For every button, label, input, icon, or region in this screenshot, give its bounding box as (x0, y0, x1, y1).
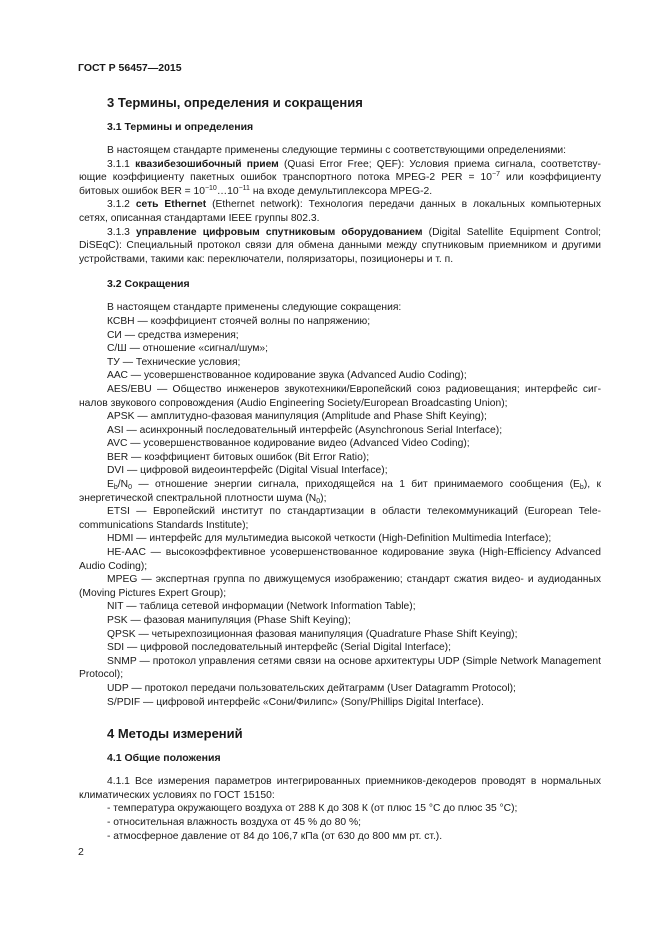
document-header: ГОСТ Р 56457—2015 (78, 62, 182, 74)
term-3-1-3: 3.1.3 управление цифровым спутниковым оборудованием (Digital Satellite Equipment Control; DiSEqC): Специальный протокол связи для обмена данными между спутниковым приемником и другими устройствами, такими как: переключатели, поляризаторы, позиционеры и т. п. (79, 226, 601, 265)
subsection-4-1-title: 4.1 Общие положения (107, 752, 221, 765)
abbreviation-item: С/Ш — отношение «сигнал/шум»; (107, 343, 269, 355)
abbreviation-item: SNMP — протокол управления сетями связи на основе архитектуры UDP (Simple Network Management Protocol); (79, 655, 601, 681)
abbreviation-item: ETSI — Европейский институт по стандартизации в области телекоммуникаций (European Telecommunications Standards Institute); (79, 506, 601, 531)
term-number: 3.1.2 (107, 199, 130, 211)
abbreviation-item: SDI — цифровой последовательный интерфейс (Serial Digital Interface); (107, 642, 451, 654)
page-number: 2 (78, 846, 84, 858)
terms-intro: В настоящем стандарте применены следующие термины с соответствующими определениями: (107, 145, 567, 156)
abbreviation-item: BER — коэффициент битовых ошибок (Bit Error Ratio); (107, 451, 370, 463)
abbreviation-item-eb-n0: $E_b/N_0$ — отношение энергии сигнала, приходящейся на 1 бит принимаемого сообщения $(E_b)$, к энергетической спектральной плотности шума $(N_0)$; (79, 479, 602, 505)
document-body (79, 94, 601, 843)
abbreviation-item: ААС — усовершенствованное кодирование звука (Advanced Audio Coding); (107, 370, 467, 382)
abbreviations-intro: В настоящем стандарте применены следующие сокращения: (107, 302, 402, 314)
abbreviation-item: NIT — таблица сетевой информации (Network Information Table); (107, 601, 416, 613)
term-3-1-1: 3.1.1 квазибезошибочный прием (Quasi Error Free; QEF): Условия приема сигнала, соответствующие коэффициенту пакетных ошибок транспортного потока MPEG-2 PER = $10^{-7}$ или коэффициенту битовых ошибок BER = $10^{-10}\dots 10^{-11}$ на входе демультиплексора MPEG-2. (79, 158, 601, 197)
abbreviation-item: DVI — цифровой видеоинтерфейс (Digital Visual Interface); (107, 465, 388, 477)
abbreviation-item: HDMI — интерфейс для мультимедиа высокой четкости (High-Definition Multimedia Interface); (107, 533, 552, 545)
abbreviation-item: HE-AAC — высокоэффективное усовершенствованное кодирование звука (High-Efficiency Advanced Audio Coding); (79, 547, 601, 572)
abbreviation-item: APSK — амплитудно-фазовая манипуляция (Amplitude and Phase Shift Keying); (107, 411, 487, 423)
term-name: сеть Ethernet (135, 199, 207, 211)
abbreviation-item: СИ — средства измерения; (107, 329, 239, 341)
condition-item: - атмосферное давление от 84 до 106,7 кПа (от 630 до 800 мм рт. ст.). (107, 830, 443, 842)
term-number: 3.1.1 (107, 158, 130, 170)
abbreviation-item: AVC — усовершенствованное кодирование видео (Advanced Video Coding); (107, 438, 470, 450)
term-3-1-2: 3.1.2 сеть Ethernet (Ethernet network): Технология передачи данных в локальных компьютерных сетях, описанная стандартами IEEE группы 802.3. (79, 199, 601, 224)
subsection-3-1-title: 3.1 Термины и определения (107, 121, 254, 133)
abbreviation-item: S/PDIF — цифровой интерфейс «Сони/Филипс» (Sony/Phillips Digital Interface). (107, 696, 484, 708)
abbreviation-item: ТУ — Технические условия; (107, 356, 241, 368)
term-name: квазибезошибочный прием (135, 158, 279, 170)
condition-item: - относительная влажность воздуха от 45 % до 80 %; (107, 816, 361, 828)
section-3-title: 3 Термины, определения и сокращения (107, 95, 363, 110)
term-name: управление цифровым спутниковым оборудованием (136, 226, 423, 238)
abbreviation-item: MPEG — экспертная группа по движущемуся изображению; стандарт сжатия видео- и аудиоданных (Moving Pictures Expert Group); (79, 574, 601, 599)
term-number: 3.1.3 (107, 226, 130, 238)
abbreviation-item: КСВН — коэффициент стоячей волны по напряжению; (107, 315, 371, 327)
subsection-3-2-title: 3.2 Сокращения (107, 278, 190, 291)
clause-4-1-1: 4.1.1 Все измерения параметров интегрированных приемников-декодеров проводят в нормальных климатических условиях по ГОСТ 15150: (79, 776, 601, 801)
abbreviation-item: QPSK — четырехпозиционная фазовая манипуляция (Quadrature Phase Shift Keying); (107, 628, 518, 640)
abbreviation-item: AES/EBU — Общество инженеров звукотехники/Европейский союз радиовещания; интерфейс сигналов звукового сопровождения (Audio Engineering Society/European Broadcasting Union); (79, 383, 601, 409)
abbreviation-item: UDP — протокол передачи пользовательских дейтаграмм (User Datagramm Protocol); (107, 682, 516, 694)
abbreviation-item: PSK — фазовая манипуляция (Phase Shift Keying); (107, 615, 351, 626)
section-4-title: 4 Методы измерений (107, 726, 243, 742)
condition-item: - температура окружающего воздуха от 288 К до 308 К (от плюс 15 °С до плюс 35 °С); (107, 803, 518, 815)
abbreviation-item: ASI — асинхронный последовательный интерфейс (Asynchronous Serial Interface); (107, 424, 503, 436)
